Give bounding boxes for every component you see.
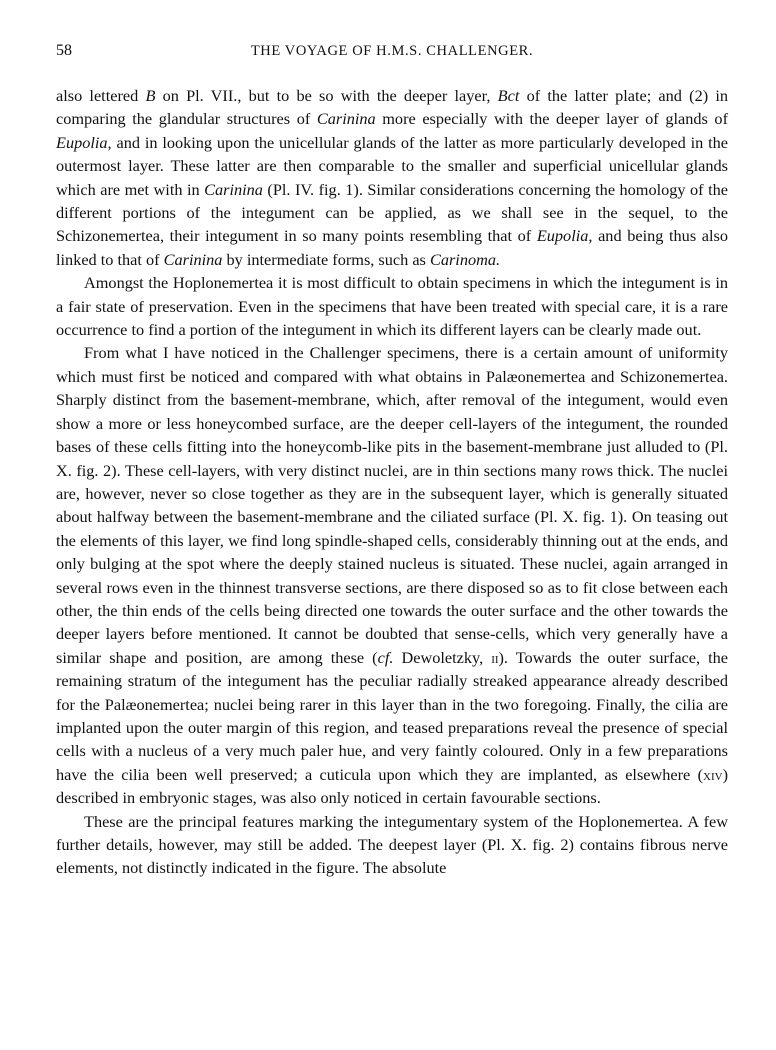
italic-text: cf. bbox=[377, 647, 394, 667]
text-run: of the latter plate; and (2) in comparing the glandular structures of bbox=[56, 86, 728, 129]
italic-text: Eupolia, bbox=[536, 226, 593, 246]
italic-text: Carinoma. bbox=[429, 249, 501, 269]
paragraph bbox=[56, 810, 728, 880]
text-run: and being thus also linked to that of bbox=[56, 226, 729, 269]
italic-text: Carinina bbox=[316, 109, 376, 129]
text-run: by intermediate forms, such as bbox=[222, 249, 430, 269]
small-caps-text: ii bbox=[491, 647, 499, 667]
text-run: ) described in embryonic stages, was also only noticed in certain favourable sections. bbox=[56, 764, 728, 808]
text-run: Amongst the Hoplonemertea it is most difficult to obtain specimens in which the integument is in a fair state of preservation. Even in the specimens that have been treated with special care, it is a rare occurrence to find a portion of the integument in which its different layers can be clearly made out. bbox=[56, 273, 728, 340]
paragraph bbox=[56, 271, 728, 341]
italic-text: B bbox=[145, 86, 156, 105]
text-run: These are the principal features marking the integumentary system of the Hoplonemertea. A few further details, however, may still be added. The deepest layer (Pl. X. fig. 2) contains fibrous nerve elements, not distinctly indicated in the figure. The absolute bbox=[56, 811, 728, 878]
text-run: ). Towards the outer surface, the remaining stratum of the integument has the peculiar radially streaked appearance already described for the Palæonemertea; nuclei being rarer in this layer than in the two foregoing. Finally, the cilia are implanted upon the outer margin of this region, and teased preparations reveal the presence of special cells with a nucleus of a very much paler hue, and very faintly coloured. Only in a few preparations have the cilia been well preserved; a cuticula upon which they are implanted, as elsewhere ( bbox=[56, 647, 728, 784]
page-number: 58 bbox=[56, 42, 72, 59]
text-run: on Pl. VII., but to be so with the deeper layer, bbox=[155, 86, 498, 105]
italic-text: Carinina bbox=[163, 249, 223, 269]
paragraph bbox=[56, 341, 728, 809]
small-caps-text: xiv bbox=[703, 764, 723, 784]
text-run: and in looking upon the unicellular glands of the latter as more particularly developed in the outermost layer. These latter are then comparable to the smaller and superficial unicellular glands which are met with in bbox=[56, 132, 728, 199]
italic-text: Bct bbox=[497, 86, 520, 105]
running-title: THE VOYAGE OF H.M.S. CHALLENGER. bbox=[250, 43, 534, 59]
body-text bbox=[56, 84, 728, 880]
text-run: (Pl. IV. fig. 1). Similar considerations concerning the homology of the different portions of the integument can be applied, as we shall see in the sequel, to the Schizonemertea, their integument in so many points resembling that of bbox=[56, 179, 728, 246]
text-run: also lettered bbox=[56, 86, 146, 105]
page-header bbox=[56, 42, 728, 64]
italic-text: Carinina bbox=[204, 179, 263, 199]
text-run: From what I have noticed in the Challenger specimens, there is a certain amount of uniformity which must first be noticed and compared with what obtains in Palæonemertea and Schizonemertea. Sharply distinct from the basement-membrane, which, after removal of the integument, would even show a more or less honeycombed surface, are the deeper cell-layers of the integument, the rounded bases of these cells fitting into the honeycomb-like pits in the basement-membrane just alluded to (Pl. X. fig. 2). These cell-layers, with very distinct nuclei, are in thin sections many rows thick. The nuclei are, however, never so close together as they are in the subsequent layer, which is generally situated about halfway between the basement-membrane and the ciliated surface (Pl. X. fig. 1). On teasing out the elements of this layer, we find long spindle-shaped cells, considerably thinning out at the ends, and only bulging at the spot where the deeply stained nucleus is situated. These nuclei, again arranged in several rows even in the thinnest transverse sections, are there disposed so as to fit close between each other, the thin ends of the cells being directed one towards the outer surface and the other towards the deeper layers before mentioned. It cannot be doubted that sense-cells, which very generally have a similar shape and position, are among these ( bbox=[56, 343, 728, 667]
text-run: Dewoletzky, bbox=[393, 647, 492, 667]
text-run: more especially with the deeper layer of glands of bbox=[375, 109, 728, 129]
italic-text: Eupolia, bbox=[56, 132, 112, 152]
paragraph bbox=[56, 84, 728, 271]
